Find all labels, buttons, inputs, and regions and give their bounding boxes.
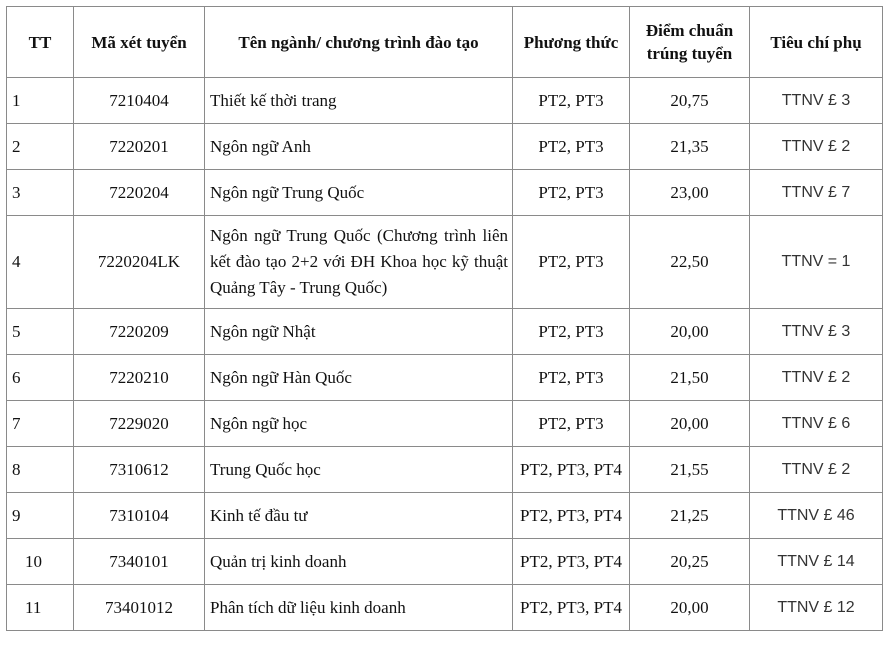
- cell-tt: 11: [7, 585, 74, 631]
- table-row: [7, 124, 883, 170]
- cell-tt: 1: [7, 78, 74, 124]
- header-score: [630, 7, 750, 78]
- cell-name: Kinh tế đầu tư: [205, 493, 513, 539]
- cell-method: PT2, PT3, PT4: [513, 447, 630, 493]
- header-score-line1: Điểm chuẩn: [645, 21, 734, 40]
- cell-criteria: TTNV £ 46: [750, 493, 883, 539]
- header-criteria: Tiêu chí phụ: [750, 7, 883, 78]
- table-row: [7, 585, 883, 631]
- admission-scores-table: [6, 6, 883, 631]
- header-row: [7, 7, 883, 78]
- table-row: [7, 493, 883, 539]
- cell-name: Phân tích dữ liệu kinh doanh: [205, 585, 513, 631]
- table-row: [7, 539, 883, 585]
- cell-name: Ngôn ngữ Anh: [205, 124, 513, 170]
- cell-name: Ngôn ngữ Trung Quốc: [205, 170, 513, 216]
- table-row: [7, 78, 883, 124]
- cell-code: 7310612: [74, 447, 205, 493]
- cell-name: Ngôn ngữ Nhật: [205, 309, 513, 355]
- cell-score: 20,75: [630, 78, 750, 124]
- cell-score: 20,25: [630, 539, 750, 585]
- table-row: [7, 401, 883, 447]
- cell-code: 7220204: [74, 170, 205, 216]
- cell-tt: 8: [7, 447, 74, 493]
- cell-method: PT2, PT3, PT4: [513, 539, 630, 585]
- cell-method: PT2, PT3: [513, 78, 630, 124]
- table-row: [7, 170, 883, 216]
- header-method: Phương thức: [513, 7, 630, 78]
- cell-tt: 3: [7, 170, 74, 216]
- cell-method: PT2, PT3: [513, 124, 630, 170]
- cell-criteria: TTNV £ 2: [750, 447, 883, 493]
- cell-code: 7310104: [74, 493, 205, 539]
- table-row: [7, 355, 883, 401]
- cell-criteria: TTNV £ 14: [750, 539, 883, 585]
- table-row: [7, 309, 883, 355]
- cell-tt: 2: [7, 124, 74, 170]
- cell-tt: 5: [7, 309, 74, 355]
- cell-score: 21,35: [630, 124, 750, 170]
- cell-criteria: TTNV £ 2: [750, 355, 883, 401]
- cell-criteria: TTNV £ 7: [750, 170, 883, 216]
- cell-code: 7220204LK: [74, 216, 205, 309]
- cell-criteria: TTNV £ 3: [750, 78, 883, 124]
- cell-criteria: TTNV = 1: [750, 216, 883, 309]
- cell-score: 20,00: [630, 309, 750, 355]
- cell-tt: 9: [7, 493, 74, 539]
- cell-name: Ngôn ngữ học: [205, 401, 513, 447]
- cell-score: 20,00: [630, 401, 750, 447]
- cell-code: 7220209: [74, 309, 205, 355]
- cell-code: 7340101: [74, 539, 205, 585]
- cell-tt: 4: [7, 216, 74, 309]
- table-row: [7, 447, 883, 493]
- cell-tt: 7: [7, 401, 74, 447]
- cell-method: PT2, PT3: [513, 355, 630, 401]
- cell-method: PT2, PT3: [513, 309, 630, 355]
- cell-code: 7210404: [74, 78, 205, 124]
- cell-method: PT2, PT3, PT4: [513, 493, 630, 539]
- cell-score: 21,25: [630, 493, 750, 539]
- cell-score: 21,55: [630, 447, 750, 493]
- header-score-line2: trúng tuyển: [646, 44, 733, 63]
- cell-code: 7229020: [74, 401, 205, 447]
- cell-method: PT2, PT3, PT4: [513, 585, 630, 631]
- cell-method: PT2, PT3: [513, 401, 630, 447]
- cell-criteria: TTNV £ 12: [750, 585, 883, 631]
- cell-score: 20,00: [630, 585, 750, 631]
- cell-name: Thiết kế thời trang: [205, 78, 513, 124]
- cell-method: PT2, PT3: [513, 216, 630, 309]
- cell-code: 7220210: [74, 355, 205, 401]
- cell-name: Trung Quốc học: [205, 447, 513, 493]
- cell-code: 7220201: [74, 124, 205, 170]
- cell-name: Quản trị kinh doanh: [205, 539, 513, 585]
- cell-criteria: TTNV £ 3: [750, 309, 883, 355]
- table-header: [7, 7, 883, 78]
- cell-criteria: TTNV £ 2: [750, 124, 883, 170]
- cell-tt: 10: [7, 539, 74, 585]
- table-body: [7, 78, 883, 631]
- cell-name: Ngôn ngữ Trung Quốc (Chương trình liên kết đào tạo 2+2 với ĐH Khoa học kỹ thuật Quảng Tây - Trung Quốc): [205, 216, 513, 309]
- cell-name: Ngôn ngữ Hàn Quốc: [205, 355, 513, 401]
- header-code: Mã xét tuyển: [74, 7, 205, 78]
- cell-score: 21,50: [630, 355, 750, 401]
- header-name: Tên ngành/ chương trình đào tạo: [205, 7, 513, 78]
- cell-tt: 6: [7, 355, 74, 401]
- cell-score: 23,00: [630, 170, 750, 216]
- header-tt: TT: [7, 7, 74, 78]
- cell-code: 73401012: [74, 585, 205, 631]
- cell-score: 22,50: [630, 216, 750, 309]
- cell-method: PT2, PT3: [513, 170, 630, 216]
- table-row: [7, 216, 883, 309]
- cell-criteria: TTNV £ 6: [750, 401, 883, 447]
